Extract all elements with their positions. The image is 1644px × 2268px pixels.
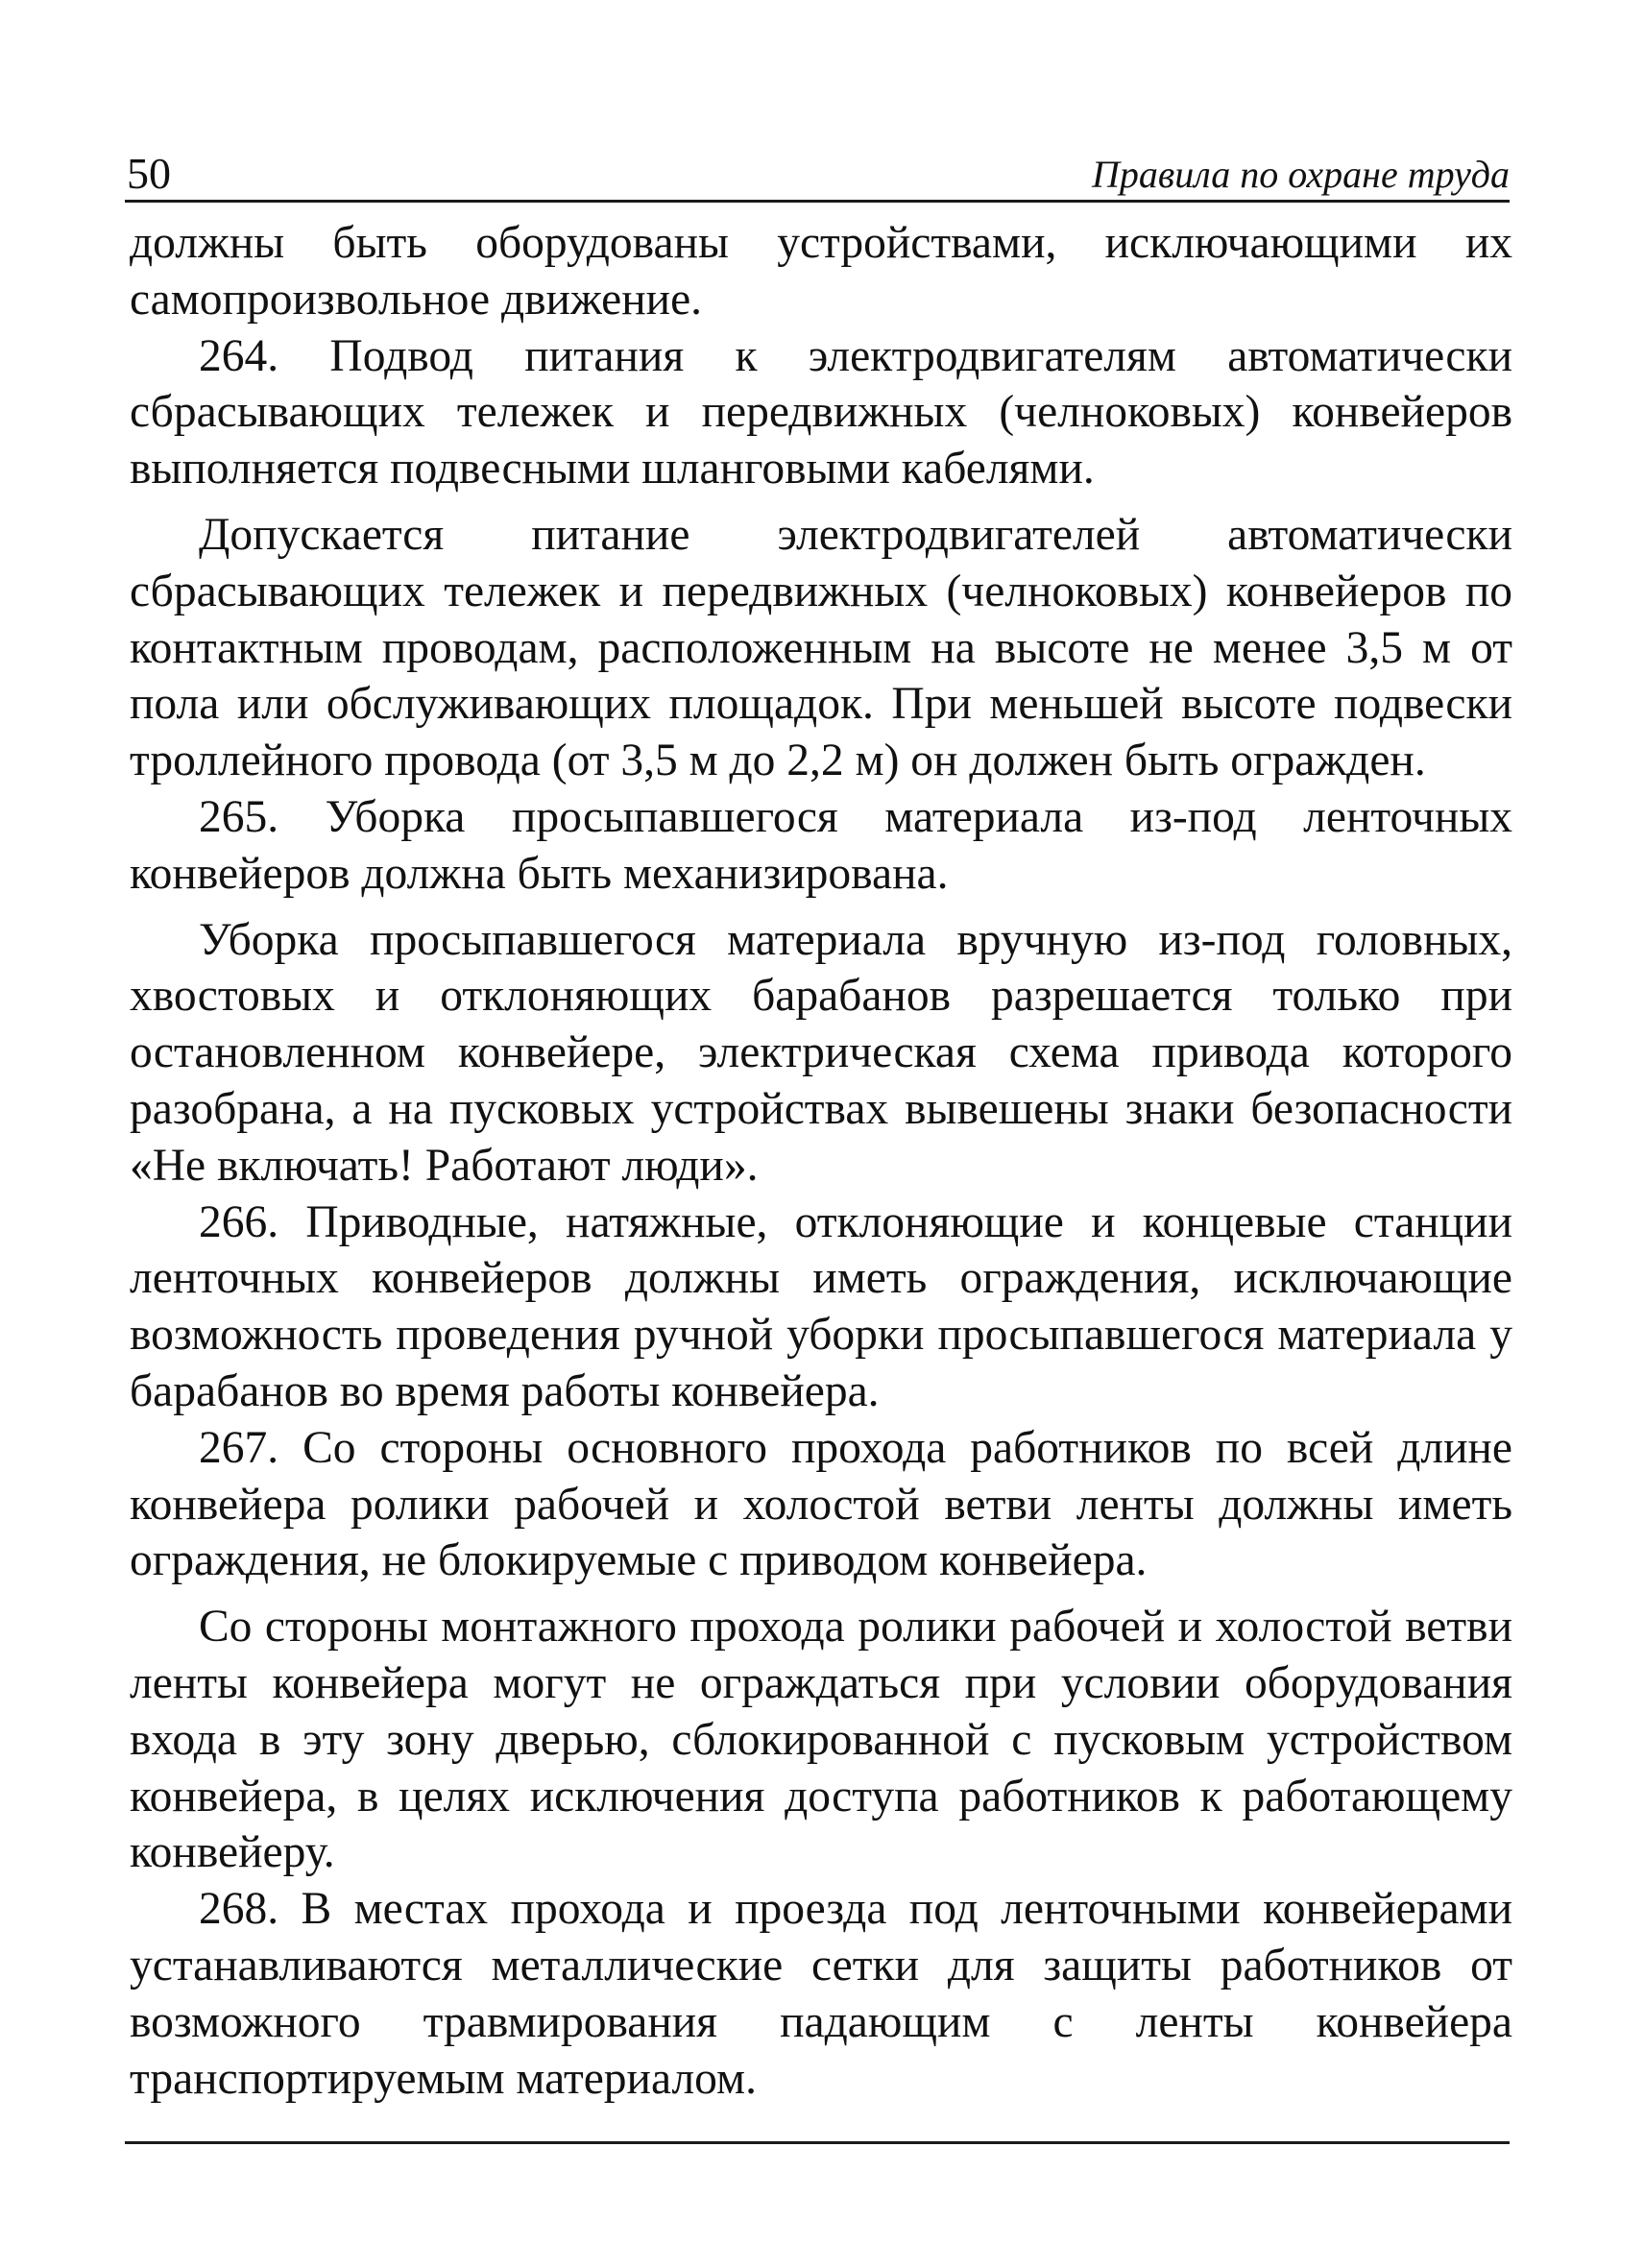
paragraph-267-continued: Со стороны монтажного прохода ролики рабочей и холостой ветви ленты конвейера могут не ограждаться при условии оборудования входа в эту зону дверью, сблокированной с пусковым устройством конвейера, в целях исключения доступа работников к работающему конвейеру. [130,1602,1512,1878]
paragraph-265: 265. Уборка просыпавшегося материала из-под ленточных конвейеров должна быть механизирована. [130,791,1512,899]
paragraph-264-continued: Допускается питание электродвигателей автоматически сбрасывающих тележек и передвижных (челноковых) конвейеров по контактным проводам, расположенным на высоте не менее 3,5 м от пола или обслуживающих площадок. При меньшей высоте подвески троллейного провода (от 3,5 м до 2,2 м) он должен быть огражден. [130,509,1512,786]
paragraph-264: 264. Подвод питания к электродвигателям автоматически сбрасывающих тележек и передвижных (челноковых) конвейеров выполняется подвесными шланговыми кабелями. [130,330,1512,495]
page-body [130,215,1512,2107]
running-header [125,142,1510,203]
paragraph-268: 268. В местах прохода и проезда под ленточными конвейерами устанавливаются металлические сетки для защиты работников от возможного травмирования падающим с ленты конвейера транспортируемым материалом. [130,1884,1512,2104]
bottom-rule [125,2141,1510,2144]
paragraph-continuation: должны быть оборудованы устройствами, исключающими их самопроизвольное движение. [130,218,1512,325]
running-header-title: Правила по охране труда [1092,153,1510,196]
page-number: 50 [127,149,171,198]
paragraph-267: 267. Со стороны основного прохода работников по всей длине конвейера ролики рабочей и холостой ветви ленты должны иметь ограждения, не блокируемые с приводом конвейера. [130,1422,1512,1586]
paragraph-265-continued: Уборка просыпавшегося материала вручную из-под головных, хвостовых и отклоняющих барабанов разрешается только при остановленном конвейере, электрическая схема привода которого разобрана, а на пусковых устройствах вывешены знаки безопасности «Не включать! Работают люди». [130,914,1512,1191]
paragraph-266: 266. Приводные, натяжные, отклоняющие и концевые станции ленточных конвейеров должны иметь ограждения, исключающие возможность проведения ручной уборки просыпавшегося материала у барабанов во время работы конвейера. [130,1196,1512,1416]
